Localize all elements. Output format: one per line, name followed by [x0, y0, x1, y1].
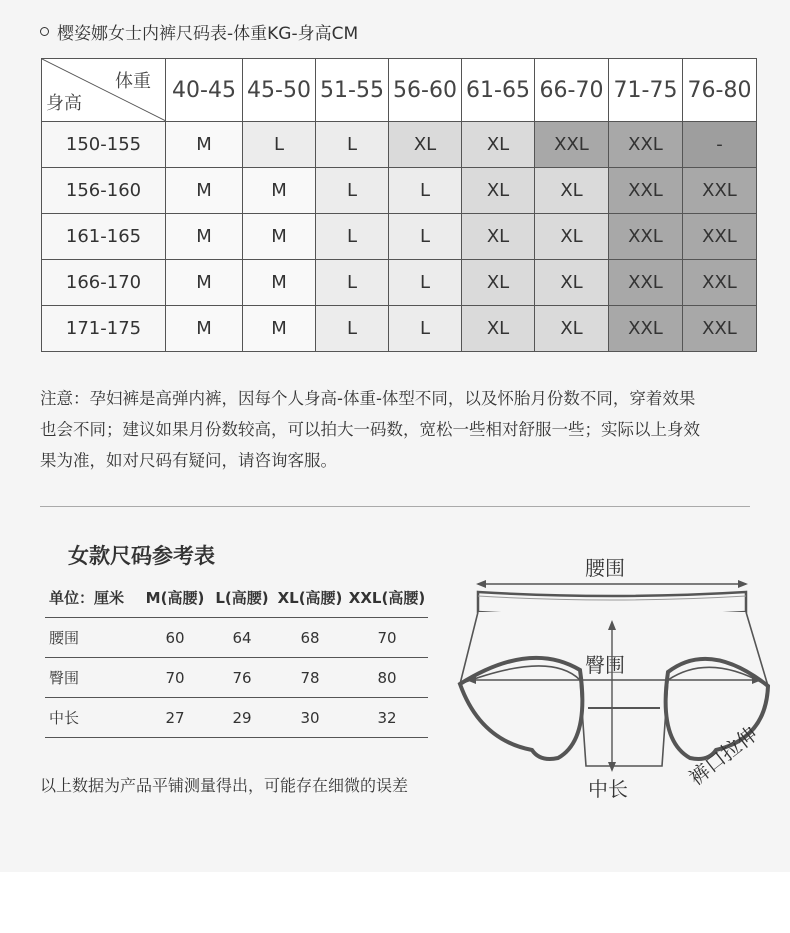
chart-title-row — [40, 18, 358, 44]
underwear-diagram — [440, 540, 780, 820]
size-table — [41, 58, 757, 352]
reference-value-cell: 70 — [140, 658, 210, 698]
chart-title: 樱姿娜女士内裤尺码表-体重KG-身高CM — [57, 23, 359, 44]
weight-header: 45-50 — [243, 59, 316, 122]
corner-weight-label: 体重 — [115, 71, 151, 92]
size-cell: XL — [462, 306, 535, 352]
size-cell: XL — [462, 122, 535, 168]
height-range-cell: 161-165 — [42, 214, 166, 260]
size-table-row — [42, 306, 757, 352]
size-cell: XXL — [609, 168, 683, 214]
reference-value-cell: 80 — [346, 658, 428, 698]
reference-value-cell: 70 — [346, 618, 428, 658]
reference-row-label: 腰围 — [45, 618, 140, 658]
reference-row-label: 中长 — [45, 698, 140, 738]
note-line: 也会不同；建议如果月份数较高，可以拍大一码数，宽松一些相对舒服一些；实际以上身效 — [40, 420, 700, 439]
size-cell: XXL — [683, 306, 757, 352]
size-cell: XL — [462, 168, 535, 214]
height-range-cell: 166-170 — [42, 260, 166, 306]
size-cell: M — [243, 214, 316, 260]
size-cell: XL — [462, 214, 535, 260]
reference-value-cell: 68 — [274, 618, 346, 658]
size-cell: M — [166, 122, 243, 168]
reference-header-cell: M(高腰) — [140, 578, 210, 618]
reference-title: 女款尺码参考表 — [68, 544, 215, 568]
weight-header: 56-60 — [389, 59, 462, 122]
size-cell: XXL — [683, 260, 757, 306]
size-cell: L — [389, 260, 462, 306]
weight-header: 51-55 — [316, 59, 389, 122]
size-cell: XXL — [609, 260, 683, 306]
reference-value-cell: 60 — [140, 618, 210, 658]
size-table-row — [42, 260, 757, 306]
note-text — [40, 383, 756, 476]
waist-label: 腰围 — [585, 556, 625, 580]
size-cell: XXL — [683, 214, 757, 260]
hip-label: 臀围 — [585, 653, 625, 677]
size-cell: XXL — [683, 168, 757, 214]
bullet-icon — [40, 27, 49, 36]
size-cell: XL — [389, 122, 462, 168]
reference-value-cell: 30 — [274, 698, 346, 738]
size-table-row — [42, 214, 757, 260]
reference-header-cell: L(高腰) — [210, 578, 274, 618]
size-cell: M — [243, 260, 316, 306]
size-table-row — [42, 168, 757, 214]
size-cell: L — [389, 168, 462, 214]
size-cell: XL — [535, 260, 609, 306]
reference-row — [45, 658, 428, 698]
reference-header-row — [45, 578, 428, 618]
size-cell: - — [683, 122, 757, 168]
footnote: 以上数据为产品平铺测量得出，可能存在细微的误差 — [40, 776, 409, 795]
size-cell: M — [166, 214, 243, 260]
size-cell: XXL — [535, 122, 609, 168]
corner-cell — [42, 59, 166, 122]
weight-header: 76-80 — [683, 59, 757, 122]
reference-value-cell: 78 — [274, 658, 346, 698]
size-cell: M — [166, 168, 243, 214]
size-cell: M — [166, 260, 243, 306]
reference-header-cell: XL(高腰) — [274, 578, 346, 618]
reference-row-label: 臀围 — [45, 658, 140, 698]
reference-value-cell: 76 — [210, 658, 274, 698]
reference-row — [45, 618, 428, 658]
size-cell: L — [389, 214, 462, 260]
size-table-row — [42, 122, 757, 168]
leg-stretch-label: 裤口拉伸 — [684, 721, 763, 790]
reference-header-cell: XXL(高腰) — [346, 578, 428, 618]
height-range-cell: 156-160 — [42, 168, 166, 214]
height-range-cell: 171-175 — [42, 306, 166, 352]
size-cell: XL — [535, 306, 609, 352]
weight-header: 71-75 — [609, 59, 683, 122]
size-table-header-row — [42, 59, 757, 122]
size-cell: L — [316, 260, 389, 306]
reference-header-cell: 单位：厘米 — [45, 578, 140, 618]
size-cell: L — [316, 214, 389, 260]
note-line: 果为准，如对尺码有疑问，请咨询客服。 — [40, 451, 337, 470]
size-cell: L — [316, 168, 389, 214]
size-cell: L — [389, 306, 462, 352]
reference-table — [45, 578, 428, 738]
size-cell: M — [243, 306, 316, 352]
reference-value-cell: 29 — [210, 698, 274, 738]
note-line: 注意：孕妇裤是高弹内裤，因每个人身高-体重-体型不同，以及怀胎月份数不同，穿着效果 — [40, 389, 696, 408]
size-cell: XL — [535, 168, 609, 214]
weight-header: 61-65 — [462, 59, 535, 122]
size-cell: XXL — [609, 122, 683, 168]
size-cell: XXL — [609, 214, 683, 260]
reference-row — [45, 698, 428, 738]
size-cell: XL — [535, 214, 609, 260]
weight-header: 66-70 — [535, 59, 609, 122]
reference-value-cell: 27 — [140, 698, 210, 738]
reference-value-cell: 64 — [210, 618, 274, 658]
length-arrow-bottom-icon — [608, 762, 616, 772]
size-cell: L — [316, 122, 389, 168]
size-cell: L — [316, 306, 389, 352]
weight-header: 40-45 — [166, 59, 243, 122]
size-cell: L — [243, 122, 316, 168]
size-cell: XL — [462, 260, 535, 306]
waist-arrow-left-icon — [476, 580, 486, 588]
length-label: 中长 — [588, 777, 628, 801]
reference-value-cell: 32 — [346, 698, 428, 738]
left-leg-opening — [460, 658, 582, 759]
size-cell: XXL — [609, 306, 683, 352]
waist-arrow-right-icon — [738, 580, 748, 588]
size-cell: M — [243, 168, 316, 214]
corner-height-label: 身高 — [46, 93, 82, 114]
size-cell: M — [166, 306, 243, 352]
section-divider — [40, 506, 750, 507]
height-range-cell: 150-155 — [42, 122, 166, 168]
